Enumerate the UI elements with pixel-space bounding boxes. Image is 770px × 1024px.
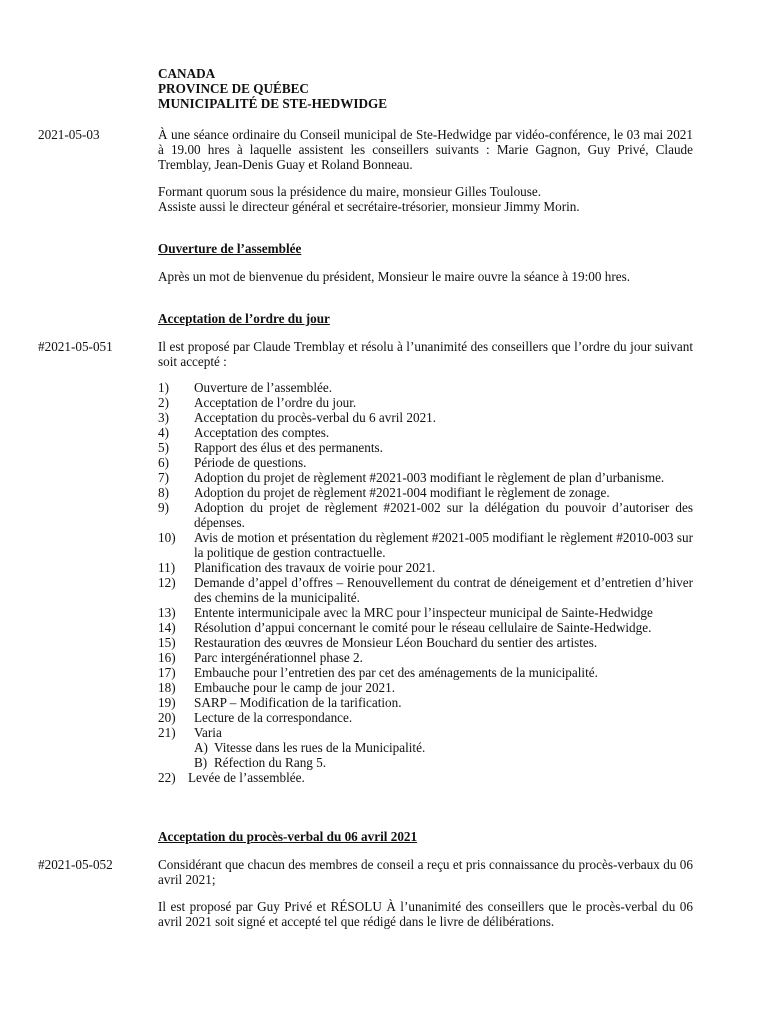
opening-text: Après un mot de bienvenue du président, Monsieur le maire ouvre la séance à 19:00 hres. (158, 269, 631, 284)
item-number: 10) (158, 530, 176, 545)
agenda-item (158, 605, 693, 620)
header-country: CANADA (158, 66, 216, 81)
item-text: Demande d’appel d’offres – Renouvellement du contrat de déneigement et d’entretien d’hiver des chemins de la municipalité. (194, 575, 693, 605)
agenda-item (158, 380, 693, 395)
agenda-item (158, 410, 693, 425)
agenda-subitem (158, 755, 693, 770)
agenda-item (158, 620, 693, 635)
item-number: 19) (158, 695, 176, 710)
agenda-item (158, 695, 693, 710)
item-text: Adoption du projet de règlement #2021-003 modifiant le règlement de plan d’urbanisme. (194, 470, 665, 485)
agenda-item (158, 485, 693, 500)
header-municipality: MUNICIPALITÉ DE STE-HEDWIDGE (158, 96, 388, 111)
item-number: 22) (158, 770, 176, 785)
minutes-heading: Acceptation du procès-verbal du 06 avril 2021 (158, 829, 418, 844)
meeting-date: 2021-05-03 (38, 127, 100, 142)
agenda-item (158, 560, 693, 575)
item-text: Varia (194, 725, 222, 740)
agenda-item (158, 440, 693, 455)
quorum-line-2: Assiste aussi le directeur général et secrétaire-trésorier, monsieur Jimmy Morin. (158, 199, 580, 214)
agenda-text: Il est proposé par Claude Tremblay et résolu à l’unanimité des conseillers que l’ordre du jour suivant soit accepté : (158, 339, 693, 369)
item-number: 13) (158, 605, 176, 620)
item-number: 3) (158, 410, 169, 425)
item-text: Période de questions. (194, 455, 307, 470)
item-text: SARP – Modification de la tarification. (194, 695, 402, 710)
item-number: 4) (158, 425, 169, 440)
item-number: 7) (158, 470, 169, 485)
minutes-resolution: Il est proposé par Guy Privé et RÉSOLU À l’unanimité des conseillers que le procès-verbal du 06 avril 2021 soit signé et accepté tel que rédigé dans le livre de délibérations. (158, 899, 693, 929)
item-text: Acceptation de l’ordre du jour. (194, 395, 357, 410)
item-text: Acceptation du procès-verbal du 6 avril 2021. (194, 410, 437, 425)
document-header (158, 66, 658, 111)
item-number: 15) (158, 635, 176, 650)
subitem-letter: A) (194, 740, 208, 755)
agenda-item (158, 725, 693, 740)
item-number: 18) (158, 680, 176, 695)
subitem-text: Réfection du Rang 5. (214, 755, 327, 770)
item-number: 5) (158, 440, 169, 455)
agenda-last-item (158, 770, 693, 785)
item-text: Adoption du projet de règlement #2021-004 modifiant le règlement de zonage. (194, 485, 610, 500)
item-number: 8) (158, 485, 169, 500)
item-number: 21) (158, 725, 176, 740)
agenda-item (158, 425, 693, 440)
item-text: Acceptation des comptes. (194, 425, 330, 440)
item-number: 2) (158, 395, 169, 410)
item-number: 12) (158, 575, 176, 590)
item-text: Lecture de la correspondance. (194, 710, 353, 725)
agenda-item (158, 455, 693, 470)
agenda-item (158, 530, 693, 560)
meeting-intro: À une séance ordinaire du Conseil municipal de Ste-Hedwidge par vidéo-conférence, le 03 mai 2021 à 19.00 hres à laquelle assistent les conseillers suivants : Marie Gagnon, Guy Privé, Claude Tremblay, Jean-Denis Guay et Roland Bonneau. (158, 127, 693, 172)
item-number: 11) (158, 560, 176, 575)
minutes-considering: Considérant que chacun des membres de conseil a reçu et pris connaissance du procès-verbaux du 06 avril 2021; (158, 857, 693, 887)
item-text: Parc intergénérationnel phase 2. (194, 650, 363, 665)
item-text: Entente intermunicipale avec la MRC pour l’inspecteur municipal de Sainte-Hedwidge (194, 605, 653, 620)
header-province: PROVINCE DE QUÉBEC (158, 81, 309, 96)
subitem-text: Vitesse dans les rues de la Municipalité. (214, 740, 426, 755)
agenda-item (158, 395, 693, 410)
quorum-block (158, 184, 693, 214)
agenda-subitem (158, 740, 693, 755)
item-text: Adoption du projet de règlement #2021-002 sur la délégation du pouvoir d’autoriser des dépenses. (194, 500, 693, 530)
agenda-list (158, 380, 693, 785)
item-text: Levée de l’assemblée. (188, 770, 305, 785)
item-text: Rapport des élus et des permanents. (194, 440, 383, 455)
agenda-resolution-number: #2021-05-051 (38, 339, 113, 354)
item-number: 14) (158, 620, 176, 635)
item-text: Embauche pour l’entretien des par cet des aménagements de la municipalité. (194, 665, 598, 680)
item-text: Ouverture de l’assemblée. (194, 380, 333, 395)
agenda-item (158, 680, 693, 695)
agenda-item (158, 635, 693, 650)
item-number: 9) (158, 500, 169, 515)
agenda-item (158, 665, 693, 680)
item-number: 20) (158, 710, 176, 725)
subitem-letter: B) (194, 755, 208, 770)
item-text: Embauche pour le camp de jour 2021. (194, 680, 396, 695)
item-text: Avis de motion et présentation du règlement #2021-005 modifiant le règlement #2010-003 sur la politique de gestion contractuelle. (194, 530, 693, 560)
agenda-heading: Acceptation de l’ordre du jour (158, 311, 330, 326)
item-number: 16) (158, 650, 176, 665)
item-number: 6) (158, 455, 169, 470)
minutes-resolution-number: #2021-05-052 (38, 857, 113, 872)
agenda-item (158, 470, 693, 485)
item-number: 17) (158, 665, 176, 680)
opening-heading: Ouverture de l’assemblée (158, 241, 302, 256)
item-text: Restauration des œuvres de Monsieur Léon Bouchard du sentier des artistes. (194, 635, 598, 650)
item-text: Résolution d’appui concernant le comité pour le réseau cellulaire de Sainte-Hedwidge. (194, 620, 652, 635)
item-number: 1) (158, 380, 169, 395)
agenda-item (158, 710, 693, 725)
quorum-line-1: Formant quorum sous la présidence du maire, monsieur Gilles Toulouse. (158, 184, 542, 199)
agenda-item (158, 575, 693, 605)
agenda-item (158, 650, 693, 665)
item-text: Planification des travaux de voirie pour 2021. (194, 560, 436, 575)
agenda-item (158, 500, 693, 530)
